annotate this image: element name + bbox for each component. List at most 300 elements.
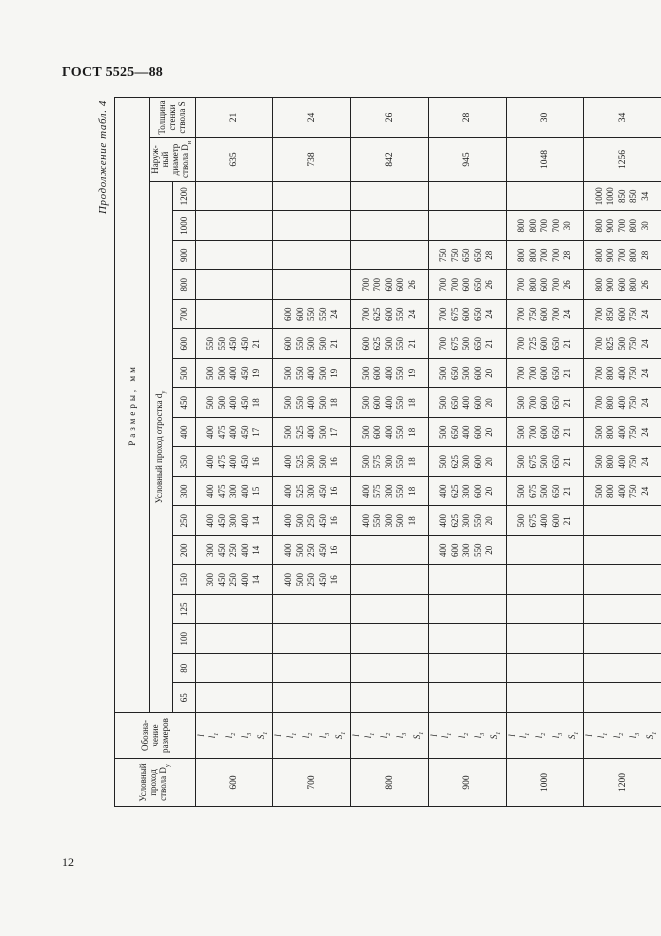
dimension-value: 600 <box>372 396 383 410</box>
table-continuation-caption: Продолжение табл. 4 <box>97 100 109 214</box>
dimension-value: 18 <box>406 398 417 408</box>
outer-diameter-line: диаметр <box>170 143 180 176</box>
dimension-value: 300 <box>205 543 216 557</box>
dimension-value: 400 <box>616 366 627 380</box>
dimension-value-cell <box>584 506 661 536</box>
dimension-value: 750 <box>628 484 639 498</box>
dimension-value: 800 <box>593 248 604 262</box>
dimension-value: 500 <box>283 425 294 439</box>
dimension-value: 550 <box>317 307 328 321</box>
dimension-value: 600 <box>472 425 483 439</box>
dimension-value: 300 <box>228 514 239 528</box>
dimension-value: 450 <box>239 366 250 380</box>
dimension-value: 28 <box>484 250 495 260</box>
dimension-value: 450 <box>216 543 227 557</box>
dimension-symbol-subscript: 1 <box>573 731 580 735</box>
designation-cell <box>351 713 429 759</box>
dimension-value: 500 <box>438 396 449 410</box>
dimension-value: 600 <box>550 514 561 528</box>
dimensions-table-wrapper <box>114 100 658 807</box>
outer-diameter-cell: 945 <box>428 138 506 182</box>
dimension-value-cell <box>195 477 273 507</box>
branch-bore-header: 125 <box>172 595 195 625</box>
dimension-value: 450 <box>239 455 250 469</box>
dimension-value-cell <box>428 329 506 359</box>
dimension-value: 24 <box>639 398 650 408</box>
dimension-value: 625 <box>449 484 460 498</box>
dimension-value-cell <box>351 683 429 713</box>
dimension-value: 550 <box>294 366 305 380</box>
dimension-value: 400 <box>306 366 317 380</box>
dimension-value: 550 <box>395 396 406 410</box>
dimension-value: 800 <box>628 219 639 233</box>
dimension-value-cell <box>506 329 584 359</box>
dimension-value: 750 <box>628 396 639 410</box>
dimension-value: 400 <box>228 396 239 410</box>
dimension-value: 600 <box>294 307 305 321</box>
dimension-value: 700 <box>616 248 627 262</box>
table-row <box>273 97 351 806</box>
dimension-symbol: l <box>628 735 639 739</box>
dimension-value: 550 <box>294 396 305 410</box>
dimension-value: 450 <box>317 514 328 528</box>
dimension-symbol: l <box>550 735 561 739</box>
dimension-value: 600 <box>539 366 550 380</box>
wall-thickness-line: ствола S <box>177 101 188 134</box>
dimension-symbol-subscript: 2 <box>618 732 625 736</box>
dimension-value: 600 <box>449 543 460 557</box>
dimension-value-cell <box>584 300 661 330</box>
dimension-value-cell <box>195 241 273 271</box>
dimension-value: 26 <box>484 280 495 290</box>
dimension-value: 550 <box>395 484 406 498</box>
dimension-symbol-subscript: 2 <box>308 732 315 736</box>
dimension-value: 800 <box>605 366 616 380</box>
designation-cell <box>428 713 506 759</box>
dimension-value: 550 <box>306 307 317 321</box>
dimension-value-cell <box>506 359 584 389</box>
designation-line: Обозна- <box>139 720 150 751</box>
header-outer-diameter <box>150 138 196 182</box>
dimension-value-cell <box>195 447 273 477</box>
dimension-value: 20 <box>484 486 495 496</box>
dimension-value: 20 <box>484 427 495 437</box>
header-sizes: Размеры, мм <box>115 97 150 712</box>
dimension-value: 28 <box>562 250 573 260</box>
dimension-value: 500 <box>205 396 216 410</box>
dimension-symbol: l <box>472 735 483 739</box>
dimension-value: 21 <box>562 486 573 496</box>
dimension-value: 800 <box>593 278 604 292</box>
dimension-value: 550 <box>395 307 406 321</box>
dimension-value: 650 <box>550 425 561 439</box>
dimension-value: 650 <box>472 337 483 351</box>
outer-diameter-line: ствола D <box>180 144 190 178</box>
dimension-symbol-subscript: 2 <box>230 732 237 736</box>
dimension-symbol: l <box>595 735 606 739</box>
dimension-value: 250 <box>306 514 317 528</box>
dimension-value: 600 <box>283 307 294 321</box>
dimension-value-cell <box>584 418 661 448</box>
dimension-value: 675 <box>449 337 460 351</box>
dimension-value: 475 <box>216 455 227 469</box>
dimension-value: 1000 <box>605 187 616 206</box>
dimension-symbol-subscript: 2 <box>463 732 470 736</box>
table-row <box>351 97 429 806</box>
dimension-symbol-subscript: 3 <box>635 732 642 736</box>
dimension-value: 650 <box>472 307 483 321</box>
dimension-value: 825 <box>605 337 616 351</box>
dimension-value: 700 <box>516 337 527 351</box>
dimension-value: 575 <box>372 455 383 469</box>
dimension-value-cell <box>506 683 584 713</box>
dimension-value: 500 <box>317 366 328 380</box>
dimension-value-cell <box>506 506 584 536</box>
dimension-value: 600 <box>372 366 383 380</box>
dimension-value: 600 <box>616 307 627 321</box>
dimension-value: 400 <box>616 455 627 469</box>
dimension-value: 675 <box>527 484 538 498</box>
dimension-value: 625 <box>449 455 460 469</box>
dimension-value: 14 <box>251 575 262 585</box>
dimension-value-cell <box>506 477 584 507</box>
dimension-value: 400 <box>461 396 472 410</box>
dimension-value-cell <box>351 418 429 448</box>
dimension-value-cell <box>195 388 273 418</box>
dimension-value: 400 <box>228 425 239 439</box>
dimension-value: 21 <box>406 339 417 349</box>
dimension-value: 26 <box>562 280 573 290</box>
dimension-value-cell <box>584 536 661 566</box>
dimension-symbol-subscript: 3 <box>324 732 331 736</box>
dimension-value: 650 <box>461 248 472 262</box>
dimension-value: 21 <box>562 516 573 526</box>
dimension-value: 21 <box>484 339 495 349</box>
dimension-value-cell <box>351 506 429 536</box>
designation-cell <box>584 713 661 759</box>
dimension-value: 400 <box>283 484 294 498</box>
dimension-value: 550 <box>216 337 227 351</box>
main-bore-cell: 800 <box>351 759 429 807</box>
dimension-value: 800 <box>605 425 616 439</box>
header-row-bores <box>172 97 195 806</box>
dimension-symbol-subscript: 1 <box>447 732 454 736</box>
dimension-value: 700 <box>527 425 538 439</box>
table-row <box>195 97 273 806</box>
dimension-symbol-subscript: 2 <box>385 732 392 736</box>
dimension-value: 400 <box>228 455 239 469</box>
dimension-symbol-subscript: 2 <box>541 732 548 736</box>
dimension-value-cell <box>273 270 351 300</box>
dimension-symbol: l <box>428 734 439 737</box>
outer-diameter-cell: 738 <box>273 138 351 182</box>
dimension-value-cell <box>428 683 506 713</box>
dimension-value: 500 <box>317 337 328 351</box>
dimension-value-cell <box>351 270 429 300</box>
dimensions-table <box>114 97 661 807</box>
nominal-bore-main-subscript: у <box>164 764 171 768</box>
dimension-value: 450 <box>216 514 227 528</box>
dimension-value: 600 <box>539 307 550 321</box>
dimension-value: 650 <box>550 337 561 351</box>
dimension-value-cell <box>506 595 584 625</box>
dimension-symbol-subscript: 1 <box>496 731 503 735</box>
dimension-value: 850 <box>605 307 616 321</box>
dimension-value: 18 <box>406 486 417 496</box>
dimension-value-cell <box>584 447 661 477</box>
dimension-symbol: l <box>351 734 362 737</box>
dimension-value: 600 <box>472 366 483 380</box>
dimension-value: 500 <box>294 514 305 528</box>
dimension-value: 450 <box>239 337 250 351</box>
dimension-symbol-subscript: 1 <box>651 731 658 735</box>
dimension-value-cell <box>584 654 661 684</box>
dimension-value-cell <box>584 270 661 300</box>
dimension-value: 675 <box>527 514 538 528</box>
dimension-value: 500 <box>360 425 371 439</box>
dimension-value-cell <box>351 477 429 507</box>
outer-diameter-line: Наруж- <box>150 145 160 174</box>
dimension-symbol: l <box>378 735 389 739</box>
dimension-symbol-subscript: 1 <box>214 732 221 736</box>
dimension-value: 24 <box>639 309 650 319</box>
dimension-value: 14 <box>251 545 262 555</box>
dimension-value: 500 <box>294 573 305 587</box>
wall-thickness-cell: 28 <box>428 97 506 137</box>
dimension-value-cell <box>195 359 273 389</box>
dimension-value-cell <box>195 418 273 448</box>
dimension-value: 650 <box>550 366 561 380</box>
dimension-value: 700 <box>550 219 561 233</box>
dimension-value-cell <box>506 565 584 595</box>
dimension-value: 24 <box>639 457 650 467</box>
document-title: ГОСТ 5525—88 <box>62 65 163 80</box>
dimension-value: 650 <box>550 455 561 469</box>
designation-cell <box>506 713 584 759</box>
dimension-value: 800 <box>527 278 538 292</box>
dimension-value: 300 <box>461 484 472 498</box>
dimension-value-cell <box>428 388 506 418</box>
dimension-value-cell <box>195 536 273 566</box>
dimension-symbol: S <box>411 734 422 740</box>
wall-thickness-cell: 24 <box>273 97 351 137</box>
dimension-value: 250 <box>228 573 239 587</box>
dimension-value: 650 <box>449 396 460 410</box>
dimension-value: 400 <box>383 396 394 410</box>
dimension-value: 500 <box>395 514 406 528</box>
dimension-value: 20 <box>484 545 495 555</box>
dimension-symbol: S <box>256 734 267 740</box>
dimension-value: 600 <box>461 307 472 321</box>
dimension-value: 675 <box>527 455 538 469</box>
dimension-value: 700 <box>516 307 527 321</box>
branch-bore-header: 500 <box>172 359 195 389</box>
dimension-value: 400 <box>616 396 627 410</box>
dimension-value: 800 <box>527 248 538 262</box>
dimension-value: 500 <box>216 396 227 410</box>
dimension-value: 600 <box>360 337 371 351</box>
dimension-value: 500 <box>360 396 371 410</box>
branch-bore-header: 600 <box>172 329 195 359</box>
dimension-value: 300 <box>205 573 216 587</box>
header-nominal-bore-branch <box>150 182 173 713</box>
wall-thickness-cell: 30 <box>506 97 584 137</box>
dimension-value: 600 <box>539 337 550 351</box>
dimension-value: 700 <box>593 366 604 380</box>
dimension-value-cell <box>195 595 273 625</box>
dimension-value: 21 <box>562 339 573 349</box>
dimension-value: 500 <box>317 396 328 410</box>
dimension-value-cell <box>584 477 661 507</box>
dimension-value: 500 <box>593 455 604 469</box>
dimension-value: 550 <box>395 337 406 351</box>
dimension-value: 30 <box>639 221 650 231</box>
dimension-value: 500 <box>461 366 472 380</box>
dimension-value-cell <box>428 241 506 271</box>
dimension-value-cell <box>351 536 429 566</box>
dimension-value: 600 <box>472 455 483 469</box>
dimension-value: 16 <box>329 486 340 496</box>
dimension-value: 650 <box>472 248 483 262</box>
outer-diameter-cell: 842 <box>351 138 429 182</box>
dimension-value-cell <box>506 270 584 300</box>
dimension-symbol: l <box>440 735 451 739</box>
branch-bore-header: 900 <box>172 241 195 271</box>
dimension-value: 24 <box>329 309 340 319</box>
dimension-value-cell <box>273 683 351 713</box>
dimension-value-cell <box>506 654 584 684</box>
dimension-value: 300 <box>461 514 472 528</box>
dimension-value: 400 <box>438 514 449 528</box>
dimension-value: 850 <box>628 189 639 203</box>
designation-line: размеров <box>159 718 170 753</box>
dimension-value: 300 <box>383 514 394 528</box>
dimension-value-cell <box>428 182 506 212</box>
dimension-value-cell <box>273 329 351 359</box>
dimension-value: 600 <box>472 396 483 410</box>
dimension-value-cell <box>351 241 429 271</box>
dimension-symbol: S <box>566 734 577 740</box>
dimension-value: 24 <box>484 309 495 319</box>
dimension-value: 600 <box>383 307 394 321</box>
branch-bore-header: 400 <box>172 418 195 448</box>
dimension-value: 625 <box>372 337 383 351</box>
dimension-value: 500 <box>360 366 371 380</box>
dimension-symbol: l <box>506 734 517 737</box>
header-row-branch <box>150 97 173 806</box>
dimension-value: 24 <box>562 309 573 319</box>
dimension-value: 400 <box>360 484 371 498</box>
dimension-value: 400 <box>539 514 550 528</box>
dimension-symbol-subscript: 3 <box>246 732 253 736</box>
main-bore-cell: 1200 <box>584 759 661 807</box>
dimension-value-cell <box>584 182 661 212</box>
dimension-symbol-subscript: 1 <box>291 732 298 736</box>
dimension-value: 750 <box>628 455 639 469</box>
branch-bore-header: 150 <box>172 565 195 595</box>
dimension-value: 900 <box>605 278 616 292</box>
dimension-value-cell <box>428 359 506 389</box>
wall-thickness-line: стенки <box>167 104 178 131</box>
dimension-value: 800 <box>516 219 527 233</box>
dimension-value-cell <box>195 182 273 212</box>
dimension-symbol-subscript: 1 <box>369 732 376 736</box>
dimension-value: 20 <box>484 516 495 526</box>
dimension-value: 700 <box>527 366 538 380</box>
dimension-value: 700 <box>593 307 604 321</box>
branch-bore-header: 1000 <box>172 211 195 241</box>
rotated-page-area <box>92 100 661 802</box>
dimension-value-cell <box>584 624 661 654</box>
dimension-symbol: l <box>273 734 284 737</box>
dimension-value-cell <box>584 683 661 713</box>
dimension-value: 15 <box>251 486 262 496</box>
main-bore-cell: 1000 <box>506 759 584 807</box>
header-row-sizes <box>115 97 150 806</box>
dimension-value: 725 <box>527 337 538 351</box>
dimension-value-cell <box>273 536 351 566</box>
dimension-value: 500 <box>205 366 216 380</box>
dimension-value: 600 <box>539 425 550 439</box>
dimension-value: 500 <box>306 337 317 351</box>
dimension-value: 550 <box>395 425 406 439</box>
dimension-symbol: l <box>612 735 623 739</box>
dimension-value: 700 <box>539 248 550 262</box>
dimension-value: 300 <box>461 455 472 469</box>
table-row <box>506 97 584 806</box>
dimension-value: 19 <box>406 368 417 378</box>
dimension-value-cell <box>273 388 351 418</box>
nominal-bore-branch-subscript: у <box>160 390 167 394</box>
dimension-value: 14 <box>251 516 262 526</box>
dimension-value: 16 <box>329 516 340 526</box>
branch-bore-header: 65 <box>172 683 195 713</box>
dimension-value-cell <box>584 329 661 359</box>
dimension-symbol: l <box>195 734 206 737</box>
dimension-value: 400 <box>239 543 250 557</box>
dimension-value: 750 <box>438 248 449 262</box>
dimension-value: 500 <box>539 455 550 469</box>
designation-cell <box>273 713 351 759</box>
dimension-value-cell <box>506 418 584 448</box>
dimension-value: 650 <box>550 396 561 410</box>
dimension-value: 800 <box>527 219 538 233</box>
dimension-value-cell <box>273 477 351 507</box>
outer-diameter-subscript: н <box>186 141 193 145</box>
dimension-value-cell <box>428 654 506 684</box>
dimension-value-cell <box>195 211 273 241</box>
dimension-value: 800 <box>628 248 639 262</box>
dimension-symbol-subscript: 1 <box>340 731 347 735</box>
table-row <box>428 97 506 806</box>
dimension-symbol: l <box>207 735 218 739</box>
dimension-symbol: l <box>362 735 373 739</box>
dimension-value: 30 <box>562 221 573 231</box>
dimension-value: 800 <box>605 484 616 498</box>
dimension-value: 21 <box>251 339 262 349</box>
dimension-value: 700 <box>449 278 460 292</box>
dimension-value-cell <box>506 447 584 477</box>
dimension-value: 700 <box>550 248 561 262</box>
dimension-value: 18 <box>406 516 417 526</box>
dimension-value: 21 <box>562 398 573 408</box>
dimension-value: 700 <box>593 396 604 410</box>
dimension-value: 500 <box>438 455 449 469</box>
dimension-value-cell <box>428 211 506 241</box>
branch-bore-header: 1200 <box>172 182 195 212</box>
dimension-value: 400 <box>616 484 627 498</box>
dimension-value-cell <box>351 300 429 330</box>
